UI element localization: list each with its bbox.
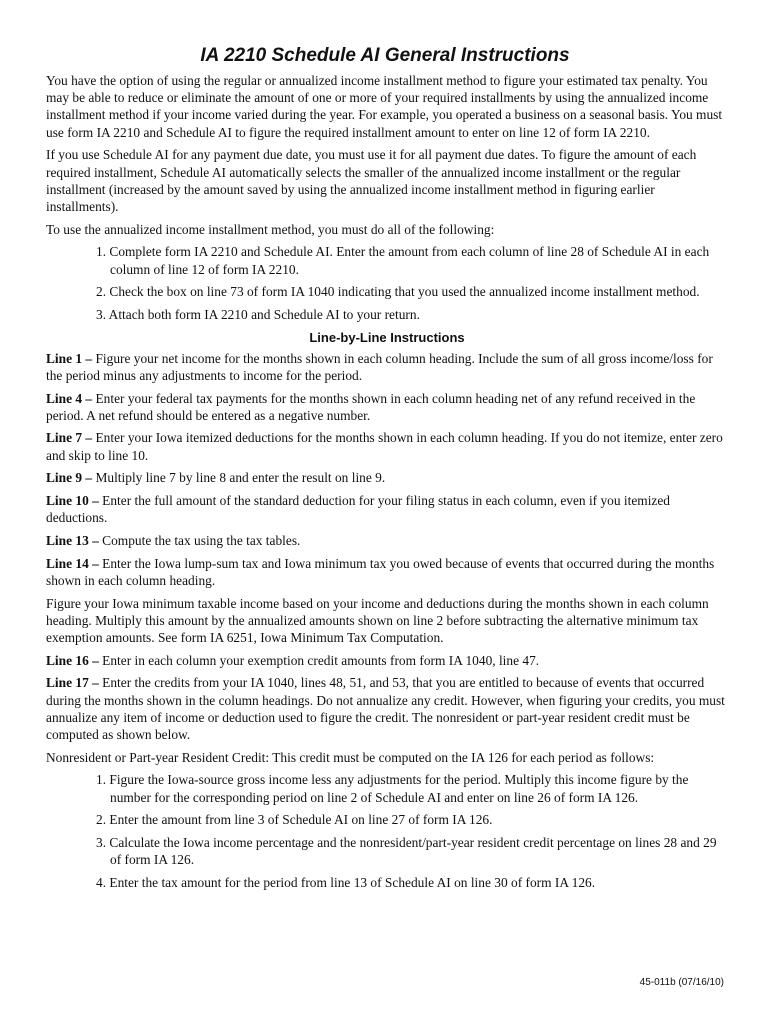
line-label: Line 14 – <box>46 555 99 571</box>
minimum-tax-note: Figure your Iowa minimum taxable income based on your income and deductions during the months shown in each column heading. Multiply this amount by the annualized amounts shown on line 2 before subtracting the alternative minimum tax exemption amounts. See form IA 6251, Iowa Minimum Tax Computation. <box>46 595 709 645</box>
line-label: Line 9 – <box>46 470 93 486</box>
line-label: Line 10 – <box>46 493 99 509</box>
line-text: Enter the Iowa lump-sum tax and Iowa minimum tax you owed because of events that occurred during the months shown in each column heading. <box>46 555 715 588</box>
line-label: Line 13 – <box>46 532 99 548</box>
page-title: IA 2210 Schedule AI General Instructions <box>200 45 570 66</box>
list-item: 1. Figure the Iowa-source gross income less any adjustments for the period. Multiply this income figure by the number for the corresponding period on line 2 of Schedule AI and enter on line 26 of form IA 126. <box>96 772 689 805</box>
intro-paragraph: To use the annualized income installment method, you must do all of the following: <box>46 221 495 237</box>
intro-paragraph: If you use Schedule AI for any payment due date, you must use it for all payment due dates. To figure the amount of each required installment, Schedule AI automatically selects the smaller of the annualized income installment or the regular installment (increased by the amount saved by using the annualized income installment method in figuring earlier installments). <box>46 147 697 214</box>
line-text: Enter your Iowa itemized deductions for the months shown in each column heading. If you do not itemize, enter zero and skip to line 10. <box>46 430 723 463</box>
line-instruction <box>46 429 728 463</box>
line-text: Compute the tax using the tax tables. <box>98 532 301 548</box>
line-text: Enter your federal tax payments for the months shown in each column heading net of any refund received in the period. A net refund should be entered as a negative number. <box>46 390 696 423</box>
list-item: 3. Calculate the Iowa income percentage and the nonresident/part-year resident credit percentage on lines 28 and 29 of form IA 126. <box>96 835 717 868</box>
line-text: Figure your net income for the months shown in each column heading. Include the sum of all gross income/loss for the period minus any adjustments to income for the period. <box>46 350 713 383</box>
section-heading: Line-by-Line Instructions <box>309 329 465 345</box>
line-instruction <box>46 652 728 669</box>
line-label: Line 16 – <box>46 652 99 668</box>
list-item: 1. Complete form IA 2210 and Schedule AI. Enter the amount from each column of line 28 of Schedule AI in each column of line 12 of form IA 2210. <box>96 244 710 277</box>
line-text: Enter the full amount of the standard deduction for your filing status in each column, even if you itemized deductions. <box>46 493 671 526</box>
list-item: 4. Enter the tax amount for the period from line 13 of Schedule AI on line 30 of form IA 126. <box>96 874 596 890</box>
intro-paragraph: You have the option of using the regular or annualized income installment method to figure your estimated tax penalty. You may be able to reduce or eliminate the amount of one or more of your required installments by using the annualized income installment method if your income varied during the year. For example, you operated a business on a seasonal basis. You must use form IA 2210 and Schedule AI to figure the required installment amount to enter on line 12 of form IA 2210. <box>46 73 723 140</box>
line-text: Enter in each column your exemption credit amounts from form IA 1040, line 47. <box>98 652 540 668</box>
line-label: Line 7 – <box>46 430 93 446</box>
list-item: 2. Check the box on line 73 of form IA 1040 indicating that you used the annualized income installment method. <box>96 284 700 300</box>
nonresident-steps <box>46 771 728 891</box>
line-instruction <box>46 555 728 589</box>
form-number: 45-011b (07/16/10) <box>639 977 724 988</box>
nonresident-intro: Nonresident or Part-year Resident Credit: This credit must be computed on the IA 126 for each period as follows: <box>46 749 655 765</box>
line-text: Multiply line 7 by line 8 and enter the result on line 9. <box>92 470 386 486</box>
list-item: 2. Enter the amount from line 3 of Schedule AI on line 27 of form IA 126. <box>96 812 493 828</box>
line-instruction <box>46 674 728 743</box>
line-instruction <box>46 469 728 486</box>
instructions-body <box>46 72 728 897</box>
line-instruction <box>46 532 728 549</box>
line-instruction <box>46 350 728 384</box>
line-instruction <box>46 492 728 526</box>
requirements-list <box>46 243 728 323</box>
list-item: 3. Attach both form IA 2210 and Schedule AI to your return. <box>96 306 420 322</box>
line-text: Enter the credits from your IA 1040, lines 48, 51, and 53, that you are entitled to because of events that occurred during the months shown in the column headings. Do not annualize any credit. However, when figuring your credits, you must annualize any item of income or deduction used to figure the credit. The nonresident or part-year resident credit must be computed as shown below. <box>46 675 725 742</box>
line-instruction <box>46 390 728 424</box>
line-label: Line 17 – <box>46 675 99 691</box>
line-label: Line 1 – <box>46 350 93 366</box>
line-label: Line 4 – <box>46 390 93 406</box>
